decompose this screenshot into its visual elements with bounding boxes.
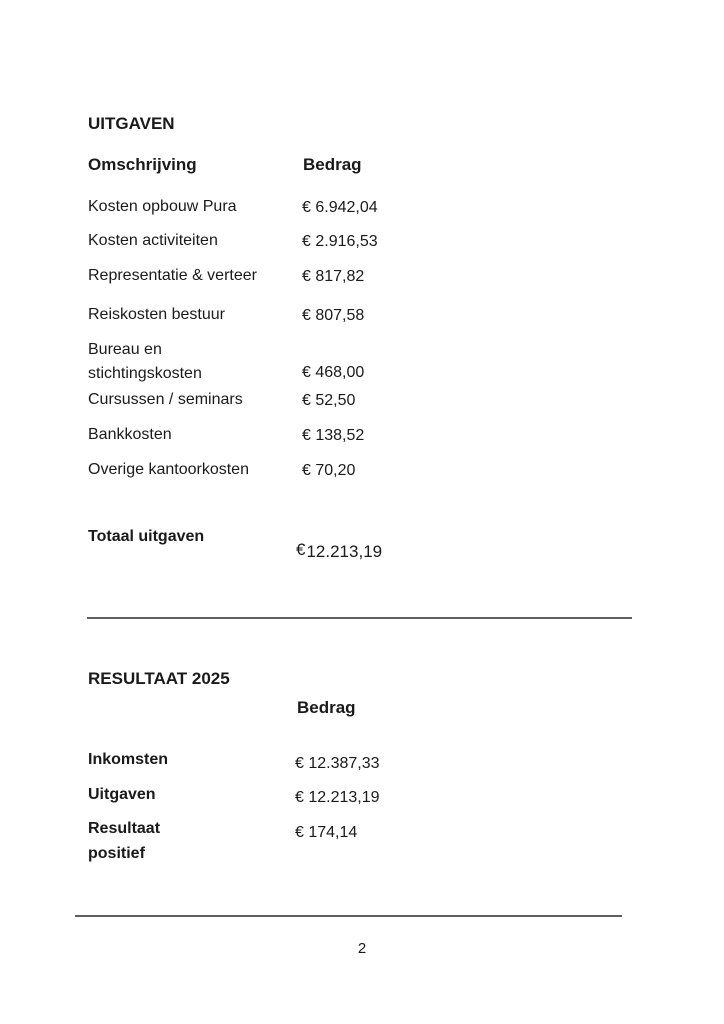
expense-row-amount: € 468,00 (302, 364, 365, 381)
column-header-bedrag-resultaat: Bedrag (297, 698, 356, 717)
result-row-label: Inkomsten (88, 751, 169, 768)
page-number: 2 (357, 940, 367, 957)
result-row-amount: € 174,14 (295, 824, 358, 841)
column-header-bedrag: Bedrag (303, 155, 362, 174)
total-label: Totaal uitgaven (88, 528, 205, 545)
footer-divider-line (75, 915, 622, 917)
result-row-label: Uitgaven (88, 786, 156, 803)
result-row-amount: € 12.387,33 (295, 755, 380, 772)
expense-row-label: Kosten opbouw Pura (88, 198, 237, 215)
expense-row-amount: € 138,52 (302, 427, 365, 444)
expense-row-amount: € 70,20 (302, 462, 356, 479)
expense-row-label: Bankkosten (88, 426, 172, 443)
section-title-resultaat: RESULTAAT 2025 (88, 669, 230, 688)
expense-row-amount: € 6.942,04 (302, 199, 378, 216)
expense-row-label: Representatie & verteer (88, 267, 257, 284)
expense-row-amount: € 807,58 (302, 307, 365, 324)
expense-row-label: Bureau en stichtingskosten (88, 341, 202, 382)
expense-row-label: Overige kantoorkosten (88, 461, 249, 478)
expense-row-amount: € 52,50 (302, 392, 356, 409)
total-amount (296, 526, 382, 560)
column-header-omschrijving: Omschrijving (88, 155, 197, 174)
expense-row-amount: € 2.916,53 (302, 233, 378, 250)
expense-row-label: Cursussen / seminars (88, 391, 243, 408)
result-row-label: Resultaat positief (88, 820, 161, 862)
euro-symbol: € (296, 540, 306, 559)
section-divider-line (87, 617, 632, 619)
total-amount-value: 12.213,19 (306, 542, 383, 561)
section-title-uitgaven: UITGAVEN (88, 114, 175, 133)
expense-row-label: Reiskosten bestuur (88, 306, 225, 323)
result-row-amount: € 12.213,19 (295, 789, 380, 806)
expense-row-amount: € 817,82 (302, 268, 365, 285)
expense-row-label: Kosten activiteiten (88, 232, 218, 249)
